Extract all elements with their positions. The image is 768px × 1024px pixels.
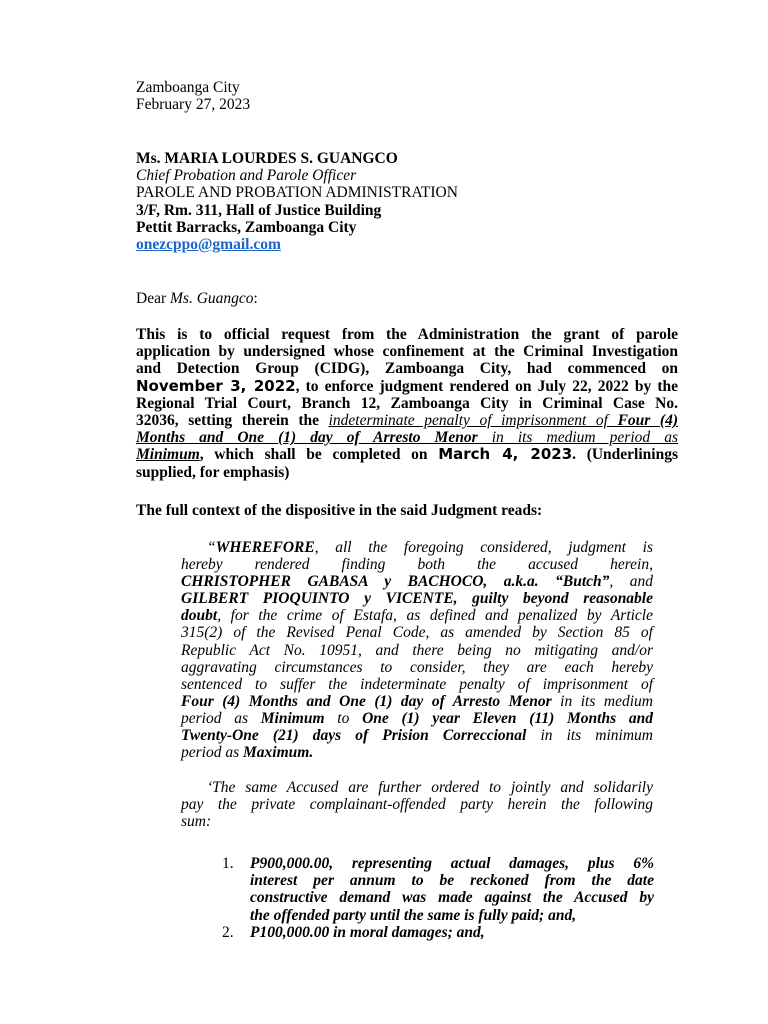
quote-line-4 <box>181 590 653 607</box>
penalty-minimum: Minimum <box>136 446 200 464</box>
body1-line-8-b: , which shall be completed on <box>199 446 439 464</box>
penalty-medium: in its medium period as <box>477 429 678 447</box>
recipient-block <box>136 150 678 253</box>
quote-line-6: 315(2) of the Revised Penal Code, as amended by Section 85 of <box>181 624 653 642</box>
body-paragraph-1 <box>136 326 678 481</box>
list-item-number: 1. <box>222 855 234 872</box>
list-item-1-line-3: constructive demand was made against the Accused by <box>250 889 654 907</box>
damages-list <box>222 855 654 941</box>
list-item-number: 2. <box>222 923 234 941</box>
quote-line-8: aggravating circumstances to consider, they are each hereby <box>181 658 653 676</box>
body1-line-9: supplied, for emphasis) <box>136 463 290 481</box>
body2-text: The full context of the dispositive in the said Judgment reads: <box>136 502 543 519</box>
body1-line-3: and Detection Group (CIDG), Zamboanga City, had commenced on <box>136 360 678 378</box>
quote-line-9: sentenced to suffer the indeterminate penalty of imprisonment of <box>181 675 653 693</box>
quote-line-11 <box>181 710 653 727</box>
list-item-2-line-1: P100,000.00 in moral damages; and, <box>250 923 485 941</box>
quote-maximum: Maximum. <box>243 744 314 762</box>
quote-open-mark: “ <box>207 539 216 556</box>
body1-line-4 <box>136 378 678 395</box>
recipient-agency: PAROLE AND PROBATION ADMINISTRATION <box>136 184 458 202</box>
quote-line-12-rest: in its minimum <box>526 727 653 745</box>
letter-header <box>136 79 678 113</box>
body1-line-5: Regional Trial Court, Branch 12, Zamboanga City in Criminal Case No. <box>136 394 678 412</box>
body1-line-8 <box>136 446 678 463</box>
quote-line-11-c: to <box>324 709 363 727</box>
quote-line-13-a: period as <box>181 744 243 762</box>
recipient-address-2: Pettit Barracks, Zamboanga City <box>136 218 357 236</box>
quote-line-5-rest: , for the crime of Estafa, as defined and penalized by Article <box>217 607 653 625</box>
quote-line-10-rest: in its medium <box>551 692 653 710</box>
list-item <box>222 924 654 941</box>
list-item <box>222 855 654 924</box>
quote-line-1 <box>181 539 653 556</box>
penalty-months: Months and One (1) day of Arresto Menor <box>136 429 478 447</box>
judgment-quote <box>181 539 653 831</box>
quote-line-13 <box>181 744 653 761</box>
salutation-name: Ms. Guangco <box>170 290 254 307</box>
quote-penalty-max-2: Twenty-One (21) days of Prision Correccional <box>181 727 527 745</box>
quote-line-10 <box>181 693 653 710</box>
body1-line-6-a: 32036, setting therein the <box>136 412 329 430</box>
salutation-colon: : <box>253 290 258 307</box>
salutation-dear: Dear <box>136 290 170 307</box>
recipient-address-1: 3/F, Rm. 311, Hall of Justice Building <box>136 201 382 219</box>
quote-line-11-a: period as <box>181 709 261 727</box>
accused-1: CHRISTOPHER GABASA y BACHOCO, a.k.a. “Butch” <box>181 573 610 591</box>
salutation <box>136 290 678 307</box>
quote-p2-line-2: pay the private complainant-offended party herein the following <box>181 796 653 814</box>
quote-line-1-rest: , all the foregoing considered, judgment is <box>314 539 653 556</box>
body1-line-6 <box>136 412 678 429</box>
body1-line-4-rest: , to enforce judgment rendered on July 22, 2022 by the <box>295 377 679 395</box>
quote-penalty-min: Four (4) Months and One (1) day of Arresto Menor <box>181 692 552 710</box>
list-item-1-line-1: P900,000.00, representing actual damages, plus 6% <box>250 855 654 872</box>
quote-p2-line-1: ‘The same Accused are further ordered to jointly and solidarily <box>207 779 653 797</box>
body1-line-8-c: . (Underlinings <box>572 446 678 464</box>
recipient-title: Chief Probation and Parole Officer <box>136 167 357 185</box>
recipient-email-link[interactable]: onezcppo@gmail.com <box>136 236 281 254</box>
commencement-date: November 3, 2022 <box>136 376 296 395</box>
list-item-1-line-2: interest per annum to be reckoned from the date <box>250 872 654 890</box>
quote-line-7: Republic Act No. 10951, and there being no mitigating and/or <box>181 641 653 659</box>
header-city: Zamboanga City <box>136 79 240 96</box>
quote-line-12 <box>181 727 653 744</box>
body1-line-2: application by undersigned whose confinement at the Criminal Investigation <box>136 343 678 361</box>
quote-penalty-max-1: One (1) year Eleven (11) Months and <box>362 709 653 727</box>
quote-p2-line-3: sum: <box>181 813 212 831</box>
completion-date: March 4, 2023 <box>438 445 573 464</box>
body-paragraph-2 <box>136 502 678 519</box>
penalty-four: Four (4) <box>608 412 678 430</box>
quote-wherefore: WHEREFORE <box>215 539 315 556</box>
quote-line-3-rest: , and <box>609 573 653 591</box>
header-date: February 27, 2023 <box>136 96 251 114</box>
recipient-name: Ms. MARIA LOURDES S. GUANGCO <box>136 150 398 167</box>
body1-line-7 <box>136 429 678 446</box>
quote-line-3 <box>181 573 653 590</box>
accused-2: GILBERT PIOQUINTO y VICENTE, guilty beyond reasonable <box>181 590 653 608</box>
quote-minimum: Minimum <box>260 709 325 727</box>
quote-doubt: doubt <box>181 607 218 625</box>
body1-line-1: This is to official request from the Administration the grant of parole <box>136 326 678 343</box>
quote-line-2: hereby rendered finding both the accused herein, <box>181 556 653 574</box>
penalty-phrase: indeterminate penalty of imprisonment of <box>328 412 608 430</box>
list-item-1-line-4: the offended party until the same is fully paid; and, <box>250 906 577 924</box>
quote-line-5 <box>181 607 653 624</box>
